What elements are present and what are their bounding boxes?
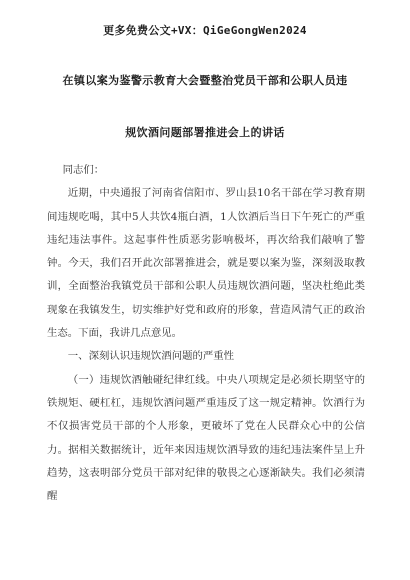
paragraph-section-1-1: （一）违规饮酒触碰纪律红线。中央八项规定是必须长期坚守的铁规矩、硬杠杠，违规饮酒问题严重违反了这一规定精神。饮酒行为不仅损害党员干部的个人形象，更破坏了党在人民群众心中的公信力。据相关数据统计，近年来因违规饮酒导致的违纪违法案件呈上升趋势，这表明部分党员干部对纪律的敬畏之心逐渐缺失。我们必须清醒 bbox=[47, 373, 365, 503]
document-title-line-2: 规饮酒问题部署推进会上的讲话 bbox=[125, 126, 285, 139]
salutation: 同志们： bbox=[62, 164, 105, 176]
section-heading-1: 一、深刻认识违规饮酒问题的严重性 bbox=[67, 350, 235, 363]
document-body bbox=[47, 159, 365, 508]
paragraph-intro: 近期，中央通报了河南省信阳市、罗山县10名干部在学习教育期间违规吃喝，其中5人共饮4瓶白酒，1人饮酒后当日下午死亡的严重违纪违法事件。这起事件性质恶劣影响极坏，再次给我们敲响了警钟。今天，我们召开此次部署推进会，就是要以案为鉴，深刻汲取教训，全面整治我镇党员干部和公职人员违规饮酒问题，坚决杜绝此类现象在我镇发生，切实维护好党和政府的形象，营造风清气正的政治生态。下面，我讲几点意见。 bbox=[47, 187, 365, 340]
promo-banner: 更多免费公文+VX：QiGeGongWen2024 bbox=[103, 24, 307, 37]
document-title-line-1: 在镇以案为鉴警示教育大会暨整治党员干部和公职人员违 bbox=[62, 74, 348, 87]
